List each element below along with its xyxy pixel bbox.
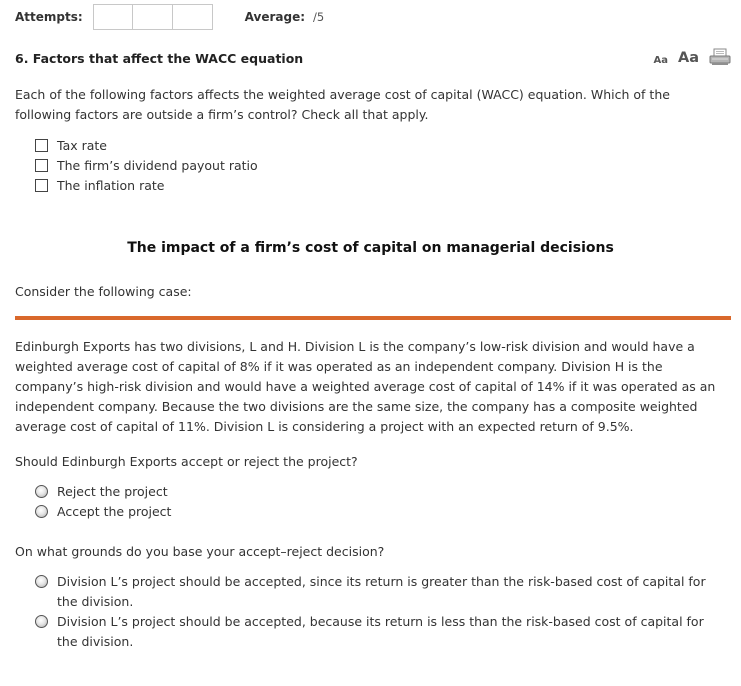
attempt-boxes [93, 4, 213, 30]
radio-option-greater-than[interactable] [35, 572, 709, 612]
factor-checklist [35, 135, 258, 195]
radio-option-reject[interactable] [35, 482, 171, 502]
section-divider [15, 316, 731, 320]
case-intro: Consider the following case: [15, 284, 192, 299]
radio-label: Division L’s project should be accepted, since its return is greater than the risk-based cost of capital for the division. [57, 574, 706, 609]
radio-label: Division L’s project should be accepted, because its return is less than the risk-based cost of capital for the division. [57, 614, 704, 649]
radio-option-less-than[interactable] [35, 612, 709, 652]
radio-button[interactable] [35, 615, 48, 628]
average-value: /5 [313, 10, 325, 24]
attempts-bar [15, 4, 324, 30]
radio-button[interactable] [35, 485, 48, 498]
question-prompt: Each of the following factors affects the weighted average cost of capital (WACC) equation. Which of the following factors are outside a firm’s control? Check all that apply. [15, 87, 670, 122]
checkbox-label: Tax rate [57, 137, 107, 153]
radio-button[interactable] [35, 505, 48, 518]
section-title: The impact of a firm’s cost of capital on managerial decisions [127, 240, 614, 256]
checkbox[interactable] [35, 179, 48, 192]
checkbox[interactable] [35, 159, 48, 172]
attempt-box [173, 4, 213, 30]
checkbox[interactable] [35, 139, 48, 152]
checkbox-label: The firm’s dividend payout ratio [57, 157, 258, 173]
attempt-box [133, 4, 173, 30]
average-group [245, 10, 325, 24]
grounds-radio-group [35, 572, 709, 652]
attempts-label: Attempts: [15, 10, 83, 24]
accept-reject-radio-group [35, 482, 171, 522]
radio-label: Accept the project [57, 504, 172, 519]
print-icon[interactable] [709, 48, 731, 66]
font-size-large-button[interactable]: Aa [677, 50, 699, 66]
question-title: 6. Factors that affect the WACC equation [15, 51, 304, 66]
attempt-box [93, 4, 133, 30]
grounds-question: On what grounds do you base your accept–reject decision? [15, 544, 385, 559]
case-text: Edinburgh Exports has two divisions, L and H. Division L is the company’s low-risk division and would have a weighted average cost of capital of 8% if it was operated as an independent company. Division H is the company’s high-risk division and would have a weighted average cost of capital of 14% if it was operated as an independent company. Because the two divisions are the same size, the company has a composite weighted average cost of capital of 11%. Division L is considering a project with an expected return of 9.5%. [15, 339, 716, 434]
checkbox-option-dividend-payout[interactable] [35, 155, 258, 175]
radio-label: Reject the project [57, 484, 168, 499]
average-label: Average: [244, 10, 306, 24]
radio-option-accept[interactable] [35, 502, 171, 522]
text-tools [653, 48, 731, 66]
checkbox-label: The inflation rate [57, 177, 165, 193]
checkbox-option-tax-rate[interactable] [35, 135, 258, 155]
radio-button[interactable] [35, 575, 48, 588]
font-size-small-button[interactable]: Aa [653, 55, 668, 66]
accept-reject-question: Should Edinburgh Exports accept or reject the project? [15, 454, 358, 469]
checkbox-option-inflation-rate[interactable] [35, 175, 258, 195]
